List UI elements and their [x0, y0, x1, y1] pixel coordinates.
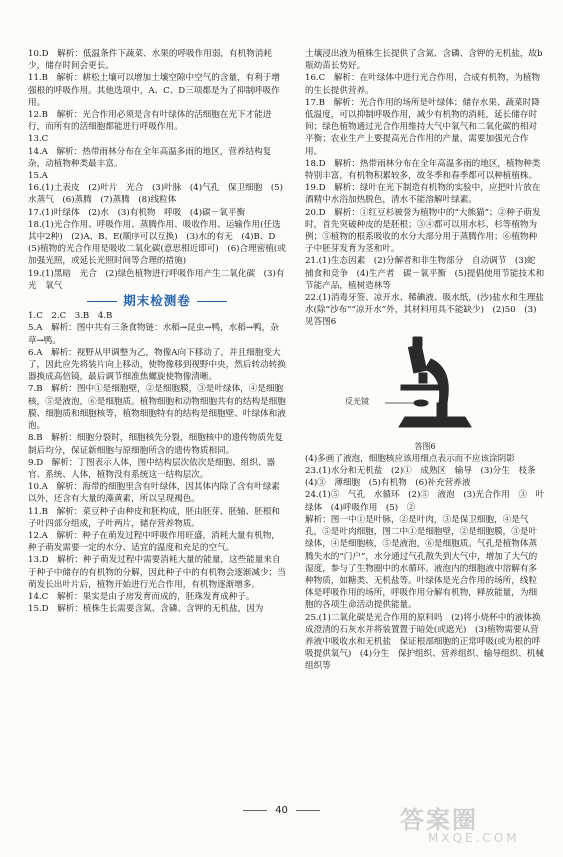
answer-line: 7.B 解析：图中①是细胞壁，②是细胞膜，③是叶绿体，④是细胞核，⑤是液泡，⑥是细胞质。植物细胞和动物细胞共有的结构是细胞膜、细胞质和细胞核等，植物细胞特有的结构是细胞壁、叶绿体和液泡。: [28, 384, 286, 432]
left-column: [28, 48, 286, 615]
microscope-figure: [335, 333, 495, 443]
answer-line: 1.C 2.C 3.B 4.B: [28, 311, 113, 322]
answer-line: 解析：图一中①是叶脉，②是叶肉，③是保卫细胞，④是气孔，⑤是叶肉细胞，图二中①是细胞壁，②是细胞膜，③是叶绿体，④是细胞核，⑤是液泡，⑥是细胞质。气孔是植物体蒸腾失水的“门户”，水分通过气孔散失到大气中，增加了大气的湿度，参与了生物圈中的水循环。液泡内的细胞液中溶解有多种物质，如糖类、无机盐等。叶绿体是光合作用的场所，线粒体是呼吸作用的场所，呼吸作用分解有机物，释放能量，为细胞的各项生命活动提供能量。: [305, 514, 538, 611]
answer-line: 16.(1)土表皮 (2)叶片 光合 (3)叶脉 (4)气孔 保卫细胞 (5)水蒸气 (6)蒸腾 (7)蒸腾 (8)线粒体: [28, 183, 284, 206]
answer-line: 5.A 解析：图中共有三条食物链：水稻→昆虫→鸭，水稻→鸭，杂草→鸭。: [28, 323, 279, 346]
answer-line: 10.D 解析：低温条件下蔬菜、水果的呼吸作用弱，有机物消耗少，储存时间会更长。: [28, 49, 272, 72]
watermark-text: 答案圈: [400, 806, 478, 834]
answer-line: 23.(1)水分和无机盐 (2)① 成熟区 输导 (3)分生 枝条 (4)③ 薄细胞 (5)有机物 (6)补充营养液: [305, 466, 545, 489]
answer-line: 13.C: [28, 134, 49, 145]
answer-line: 19.D 解析：绿叶在光下制造有机物的实验中，应把叶片放在酒精中水浴加热脱色，清水不能溶解叶绿素。: [305, 183, 541, 206]
answer-line: 12.B 解析：光合作用必须是含有叶绿体的活细胞在光下才能进行，而所有的活细胞都能进行呼吸作用。: [28, 110, 272, 133]
answer-line: 19.(1)黑暗 光合 (2)绿色植物进行呼吸作用产生二氧化碳 (3)有光 氧气: [28, 268, 285, 291]
answer-line: 17.(1)叶绿体 (2)水 (3)有机物 呼吸 (4)碳－氧平衡: [28, 207, 246, 218]
page-number: 40: [0, 805, 563, 816]
answer-line: 11.B 解析：菜豆种子由种皮和胚构成，胚由胚芽、胚轴、胚根和子叶四部分组成，子叶两片，储存营养物质。: [28, 506, 281, 529]
answer-line: 土壤浸出液为植株生长提供了含氮、含磷、含钾的无机盐，故b瓶幼苗长势好。: [305, 49, 543, 72]
figure-caption: 答图6: [414, 441, 436, 451]
answer-line: 21.(1)生态因素 (2)分解者和非生物部分 自动调节 (3)蛇 捕食和竞争 (4)生产者 碳－氧平衡 (5)提倡使用节能技术和节能产品，植树造林等: [305, 256, 545, 291]
answer-line: 18.D 解析：热带雨林分布在全年高温多雨的地区，植物种类特别丰富，有机物积累较多，故冬季和春季都可以种植植株。: [305, 158, 541, 182]
microscope-icon: [335, 333, 495, 443]
answer-line: 13.D 解析：种子萌发过程中需要消耗大量的能量，这些能量来自于种子中储存的有机物的分解，因此种子中的有机物会逐渐减少；当萌发长出叶片后，植物开始进行光合作用，有机物逐渐增多。: [28, 555, 286, 590]
answer-line: 18.(1)光合作用、呼吸作用、蒸腾作用、吸收作用、运输作用(任选其中2种) (2)A、B、E(顺序可以互换) (3)水的有无 (4)B、D (5)植物的光合作用是吸收二氧化碳(意思相近即可) (6)合理密植(或加强光照，或延长光照时间等合理的措施): [28, 219, 286, 267]
answer-line: (4)多画了液泡，细胞核应该用细点表示而不应该涂阴影: [305, 453, 515, 464]
answer-line: 11.B 解析：耕松土壤可以增加土壤空隙中空气的含量，有利于增强根的呼吸作用。其他选项中，A、C、D三项都是为了抑制呼吸作用。: [28, 73, 281, 108]
answer-line: 16.C 解析：在叶绿体中进行光合作用，合成有机物，为植物的生长提供营养。: [305, 73, 541, 96]
answer-line: 12.A 解析：种子在萌发过程中呼吸作用旺盛，消耗大量有机物，种子萌发需要一定的水分、适宜的温度和充足的空气。: [28, 530, 280, 554]
answer-line: 17.B 解析：光合作用的场所是叶绿体；储存水果、蔬菜时降低温度，可以抑制呼吸作用，减少有机物的消耗，延长储存时间；绿色植物通过光合作用维持大气中氧气和二氧化碳的相对平衡；农业生产上要提高光合作用的产量，需要加强光合作用。: [305, 97, 540, 157]
answer-line: 15.A: [28, 171, 48, 182]
answer-line: 14.C 解析：果实是由子房发育而成的，胚珠发育成种子。: [28, 591, 255, 602]
answer-line: 22.(1)消毒牙签、凉开水、稀碘液、吸水纸，(沙)盐水和生理盐水(除“沙布”“凉开水”外，其材料用具不能缺少) (2)50 (3)见答图6: [305, 293, 544, 328]
right-column: [305, 48, 545, 673]
answer-line: 6.A 解析：视野从甲调整为乙，物像A向下移动了，并且细胞变大了，因此应先将装片向上移动，使物像移到视野中央，然后转动转换器换成高倍镜，最后调节细准焦螺旋使物像清晰。: [28, 347, 286, 383]
section-title: 期末检测卷: [28, 295, 286, 307]
mirror-label: 反光镜: [345, 396, 369, 406]
watermark-url: MXQE.COM: [428, 831, 520, 845]
answer-line: 15.D 解析：植株生长需要含氮、含磷、含钾的无机盐，因为: [28, 604, 264, 615]
answer-line: 14.A 解析：热带雨林分布在全年高温多雨的地区，营养结构复杂，动植物种类最丰富。: [28, 146, 272, 169]
answer-line: 25.(1)二氧化碳是光合作用的原料吗 (2)将小烧杯中的液体换成澄清的石灰水并将装置置于暗处(或遮光) (3)植物需要从营养液中吸收水和无机盐 保证根部细胞的正常呼吸(或为根的呼吸提供氧气) (4)分生 保护组织、营养组织、输导组织、机械组织等: [305, 612, 544, 672]
answer-line: 9.D 解析：丁图表示人体，图中结构层次依次是细胞、组织、器官、系统、人体，植物没有系统这一结构层次。: [28, 457, 276, 480]
answer-line: 8.B 解析：细胞分裂时，细胞核先分裂，细胞核中的遗传物质先复制后均分，保证新细胞与原细胞所含的遗传物质相同。: [28, 433, 284, 456]
answer-line: 20.D 解析：①红豆杉被誉为植物中的“大熊猫”；②种子萌发时，首先突破种皮的是胚根；③④都可以用水杉、杉等植物为例；⑤植物的根系吸收的水分大部分用于蒸腾作用；⑥植物种子中胚芽发育为茎和叶。: [305, 207, 541, 255]
watermark-logo: [400, 800, 555, 850]
answer-line: 24.(1)⑤ 气孔 水循环 (2)⑤ 液泡 (3)光合作用 ③ 叶绿体 (4)呼吸作用 (5) ②: [305, 490, 545, 513]
answer-line: 10.A 解析：海带的细胞里含有叶绿体，因其体内除了含有叶绿素以外，还含有大量的藻黄素，所以呈现褐色。: [28, 482, 280, 505]
